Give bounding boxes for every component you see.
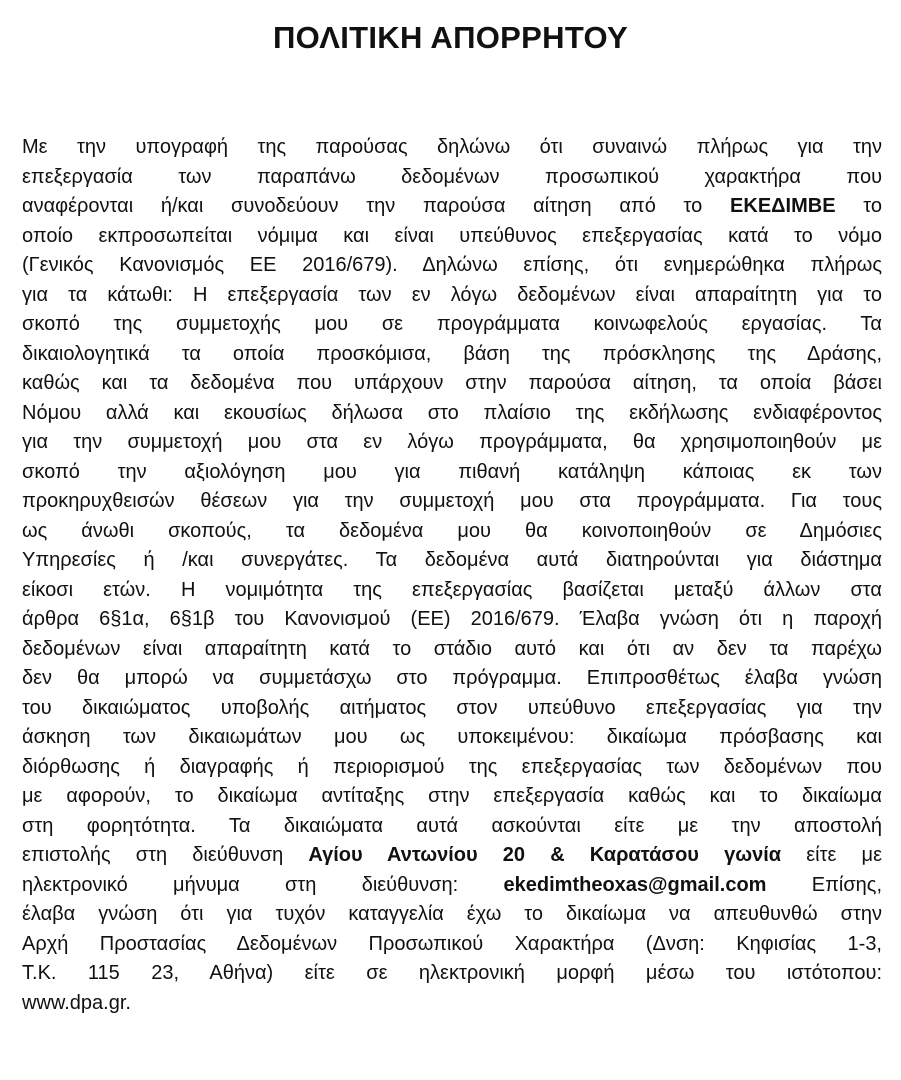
text-segment: για την συμμετοχή μου στα εν λόγω προγράμματα, θα χρησιμοποιηθούν με bbox=[22, 431, 882, 453]
text-line bbox=[22, 192, 882, 222]
text-segment: δεν θα μπορώ να συμμετάσχω στο πρόγραμμα. Επιπροσθέτως έλαβα γνώση bbox=[22, 667, 882, 689]
document-title: ΠΟΛΙΤΙΚΗ ΑΠΟΡΡΗΤΟΥ bbox=[272, 20, 629, 55]
text-line bbox=[22, 723, 882, 753]
text-line bbox=[22, 605, 882, 635]
text-segment: έλαβα γνώση ότι για τυχόν καταγγελία έχω το δικαίωμα να απευθυνθώ στην bbox=[22, 903, 882, 925]
text-line bbox=[22, 959, 882, 989]
text-segment: Υπηρεσίες ή /και συνεργάτες. Τα δεδομένα αυτά διατηρούνται για διάστημα bbox=[22, 549, 882, 571]
text-segment: οποίο εκπροσωπείται νόμιμα και είναι υπεύθυνος επεξεργασίας κατά το νόμο bbox=[22, 224, 882, 247]
text-line bbox=[22, 458, 882, 488]
text-segment: διόρθωσης ή διαγραφής ή περιορισμού της επεξεργασίας των δεδομένων που bbox=[22, 755, 882, 778]
text-segment: είτε με bbox=[781, 844, 882, 866]
text-line bbox=[22, 546, 882, 576]
bold-text-segment: ΕΚΕΔΙΜΒΕ bbox=[730, 195, 836, 217]
text-line bbox=[22, 133, 882, 163]
text-line bbox=[22, 812, 882, 842]
text-line bbox=[22, 163, 882, 193]
text-line bbox=[22, 222, 882, 252]
policy-body-text bbox=[22, 133, 882, 1018]
text-line bbox=[22, 930, 882, 960]
text-segment: του δικαιώματος υποβολής αιτήματος στον υπεύθυνο επεξεργασίας για την bbox=[22, 696, 882, 719]
text-line bbox=[22, 310, 882, 340]
text-segment: Αρχή Προστασίας Δεδομένων Προσωπικού Χαρακτήρα (Δνση: Κηφισίας 1-3, bbox=[22, 932, 882, 955]
text-segment: είκοσι ετών. Η νομιμότητα της επεξεργασίας βασίζεται μεταξύ άλλων στα bbox=[22, 578, 882, 601]
text-segment: δεδομένων είναι απαραίτητη κατά το στάδιο αυτό και ότι αν δεν τα παρέχω bbox=[22, 637, 882, 660]
text-segment: άρθρα 6§1α, 6§1β του Κανονισμού (ΕΕ) 2016/679. Έλαβα γνώση ότι η παροχή bbox=[22, 608, 882, 630]
text-segment: άσκηση των δικαιωμάτων μου ως υποκειμένου: δικαίωμα πρόσβασης και bbox=[22, 726, 882, 748]
text-line bbox=[22, 664, 882, 694]
text-line bbox=[22, 399, 882, 429]
text-line bbox=[22, 694, 882, 724]
text-line bbox=[22, 487, 882, 517]
text-segment: Με την υπογραφή της παρούσας δηλώνω ότι συναινώ πλήρως για την bbox=[22, 136, 882, 158]
text-segment: το bbox=[835, 195, 882, 217]
text-segment: σκοπό της συμμετοχής μου σε προγράμματα κοινωφελούς εργασίας. Τα bbox=[22, 313, 882, 335]
text-line bbox=[22, 900, 882, 930]
text-segment: καθώς και τα δεδομένα που υπάρχουν στην παρούσα αίτηση, τα οποία βάσει bbox=[22, 372, 882, 394]
text-segment: (Γενικός Κανονισμός ΕΕ 2016/679). Δηλώνω επίσης, ότι ενημερώθηκα πλήρως bbox=[22, 254, 882, 276]
text-segment: σκοπό την αξιολόγηση μου για πιθανή κατάληψη κάποιας εκ των bbox=[22, 460, 882, 483]
text-segment: ως άνωθι σκοπούς, τα δεδομένα μου θα κοινοποιηθούν σε Δημόσιες bbox=[22, 519, 882, 542]
text-line bbox=[22, 251, 882, 281]
text-line bbox=[22, 635, 882, 665]
text-line bbox=[22, 576, 882, 606]
text-segment: www.dpa.gr. bbox=[22, 991, 131, 1014]
text-line bbox=[22, 782, 882, 812]
text-segment: στη φορητότητα. Τα δικαιώματα αυτά ασκούνται είτε με την αποστολή bbox=[22, 814, 882, 837]
text-line bbox=[22, 871, 882, 901]
text-segment: Τ.Κ. 115 23, Αθήνα) είτε σε ηλεκτρονική μορφή μέσω του ιστότοπου: bbox=[22, 962, 882, 984]
text-segment: Νόμου αλλά και εκουσίως δήλωσα στο πλαίσιο της εκδήλωσης ενδιαφέροντος bbox=[22, 401, 882, 424]
text-segment: προκηρυχθεισών θέσεων για την συμμετοχή μου στα προγράμματα. Για τους bbox=[22, 490, 882, 512]
text-segment: με αφορούν, το δικαίωμα αντίταξης στην επεξεργασία καθώς και το δικαίωμα bbox=[22, 785, 882, 807]
text-segment: επιστολής στη διεύθυνση bbox=[22, 844, 309, 866]
text-segment: ηλεκτρονικό μήνυμα στη διεύθυνση: bbox=[22, 873, 504, 896]
text-line bbox=[22, 989, 882, 1019]
text-line bbox=[22, 428, 882, 458]
text-line bbox=[22, 517, 882, 547]
text-line bbox=[22, 369, 882, 399]
text-line bbox=[22, 753, 882, 783]
bold-text-segment: ekedimtheoxas@gmail.com bbox=[503, 873, 767, 896]
text-segment: επεξεργασία των παραπάνω δεδομένων προσωπικού χαρακτήρα που bbox=[22, 165, 882, 188]
text-segment: Επίσης, bbox=[766, 873, 882, 896]
text-segment: αναφέρονται ή/και συνοδεύουν την παρούσα αίτηση από το bbox=[22, 195, 731, 217]
text-line bbox=[22, 281, 882, 311]
text-line bbox=[22, 340, 882, 370]
text-line bbox=[22, 841, 882, 871]
bold-text-segment: Αγίου Αντωνίου 20 & Καρατάσου γωνία bbox=[308, 844, 782, 866]
text-segment: για τα κάτωθι: Η επεξεργασία των εν λόγω δεδομένων είναι απαραίτητη για το bbox=[22, 283, 882, 306]
text-segment: δικαιολογητικά τα οποία προσκόμισα, βάση της πρόσκλησης της Δράσης, bbox=[22, 342, 882, 365]
